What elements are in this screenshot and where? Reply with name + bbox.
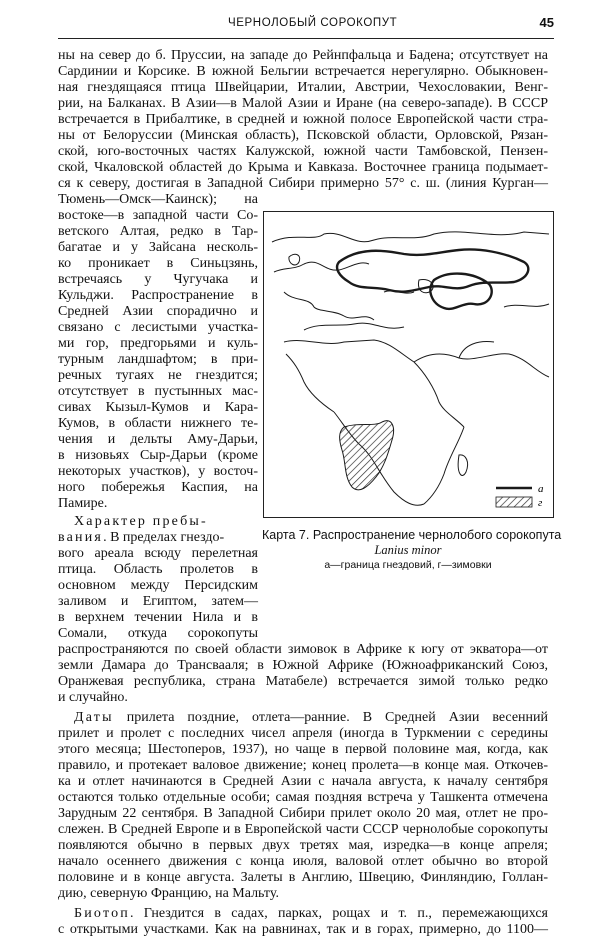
- text-line: некоторых участков), у восточ-: [58, 464, 258, 479]
- text-line: багатае и у Зайсана несколь-: [58, 240, 258, 255]
- figure-caption: Карта 7. Распространение чернолобого сорокопута: [262, 528, 562, 542]
- map-legend: [496, 483, 544, 509]
- text-line: в низовьях Сыр-Дарьи (кроме: [58, 448, 258, 463]
- text-line: ской, Чкаловской областей до Крыма и Кавказа. Восточнее граница подымает-: [58, 160, 548, 175]
- text-line: речных тугаях не гнездится;: [58, 368, 258, 383]
- text-line: начало осеннего движения с конца июля, валовой отлет обычно во второй: [58, 854, 548, 869]
- text-line: [58, 710, 548, 726]
- legend-label-a: а: [538, 483, 544, 495]
- text-line: Тюмень—Омск—Каинск); на: [58, 192, 258, 207]
- running-header: [58, 14, 554, 39]
- breeding-range-boundary: [337, 250, 528, 292]
- text-line: Средней Азии спорадично и: [58, 304, 258, 319]
- text-line: Сардинии и Корсике. В южной Бельгии встречается нерегулярно. Обыкновен-: [58, 64, 548, 79]
- text-line: ного побережья Каспия, на: [58, 480, 258, 495]
- text-line: и случайно.: [58, 690, 128, 705]
- text-line: в верхнем течении Нила и в: [58, 610, 258, 625]
- text-line: Кумов, в области нижнего те-: [58, 416, 258, 431]
- text-line: птица. Область пролетов в: [58, 562, 258, 577]
- section-heading: Даты: [74, 710, 114, 725]
- figure-caption-legend: а—граница гнездовий, г—зимовки: [324, 559, 492, 571]
- text-line: Оранжевая республика, страна Матабеле) встречается зимой только редко: [58, 674, 548, 689]
- text-line: турным ландшафтом; в при-: [58, 352, 258, 367]
- text-line: распространяются по своей области зимовок в Африке к югу от экватора—от: [58, 642, 548, 657]
- text-line: встречаясь у Чугучака и: [58, 272, 258, 287]
- text-line: чения и дельты Аму-Дарьи,: [58, 432, 258, 447]
- text-line: появляются обычно в первых двух третях мая, изредка—в конце апреля;: [58, 838, 548, 853]
- text-line: с открытыми участками. Как на равнинах, так и в горах, примерно, до 1100—: [58, 922, 548, 937]
- section-heading: вания: [58, 530, 104, 545]
- breeding-range-inner: [430, 274, 491, 309]
- text-line: правило, и протекает валовое движение; конец пролета—в конце мая. Откочев-: [58, 758, 548, 773]
- text-line: дию, северную Францию, на Мальту.: [58, 886, 279, 901]
- text-line: этого месяца; Шестоперов, 1937), но чаще в первой половине мая, когда, как: [58, 742, 548, 757]
- text-line: ми гор, предгорьями и куль-: [58, 336, 258, 351]
- running-title: ЧЕРНОЛОБЫЙ СОРОКОПУТ: [228, 17, 398, 29]
- text-line: основном между Персидским: [58, 578, 258, 593]
- text-line: ся к северу, достигая в Западной Сибири примерно 57° с. ш. (линия Курган—: [58, 176, 548, 191]
- text-line: остаются только отдельные особи; самая поздняя встреча у Ташкента отмечена: [58, 790, 548, 805]
- text-line: [58, 530, 258, 546]
- range-map-drawing: [264, 212, 553, 517]
- legend-label-g: г: [538, 497, 543, 509]
- legend-hatch-symbol: [496, 497, 532, 507]
- text-line: [58, 906, 548, 922]
- text-line: связано с лесистыми участка-: [58, 320, 258, 335]
- coastlines: [272, 232, 549, 505]
- text-line: слежен. В Средней Европе и в Европейской части СССР чернолобые сорокопуты: [58, 822, 548, 837]
- text-line: ко проникает в Синьцзянь,: [58, 256, 258, 271]
- text-line: заливом и Египтом, затем—: [58, 594, 258, 609]
- text-line: вого ареала всюду перелетная: [58, 546, 258, 561]
- text-line: земли Дамара до Трансвааля; в Южной Африке (Южноафриканский Союз,: [58, 658, 548, 673]
- text-line: ка и отлет начинаются в Средней Азии с начала августа, к началу сентября: [58, 774, 548, 789]
- page-number: 45: [539, 15, 554, 30]
- text-line: Зарудным 22 сентября. В Западной Сибири прилет около 20 мая, отлет не про-: [58, 806, 548, 821]
- text-line: востоке—в западной части Со-: [58, 208, 258, 223]
- text-line: рии, на Балканах. В Азии—в Малой Азии и Иране (на северо-западе). В СССР: [58, 96, 548, 111]
- text-line: ны от Белоруссии (Минская область), Псковской области, Орловской, Рязан-: [58, 128, 548, 143]
- text-fragment: . В пределах гнездо-: [103, 530, 225, 545]
- text-line: Сомали, откуда сорокопуты: [58, 626, 258, 641]
- text-line: ная гнездящаяся птица Швейцарии, Италии, Австрии, Чехословакии, Венг-: [58, 80, 548, 95]
- section-heading: Характер пребы-: [74, 514, 208, 529]
- text-line: половине и в конце августа. Залеты в Англию, Швецию, Финляндию, Голлан-: [58, 870, 548, 885]
- text-line: ны на север до б. Пруссии, на западе до Рейнпфальца и Бадена; отсутствует на: [58, 48, 548, 63]
- text-line: ской, юго-восточных частях Калужской, южной части Тамбовской, Пензен-: [58, 144, 548, 159]
- text-fragment: прилета поздние, отлета—ранние. В Средней Азии весенний: [113, 710, 548, 725]
- text-line: Кульджи. Распространение в: [58, 288, 258, 303]
- text-line: ветского Алтая, редко в Тар-: [58, 224, 258, 239]
- text-fragment: . Гнездится в садах, парках, рощах и т. п., перемежающихся: [129, 906, 548, 921]
- text-line: сивах Кызыл-Кумов и Кара-: [58, 400, 258, 415]
- section-heading: Биотоп: [74, 906, 130, 921]
- text-line: отсутствует в пустынных мас-: [58, 384, 258, 399]
- text-line: прилет и пролет с последних чисел апреля (иногда в Туркмении с середины: [58, 726, 548, 741]
- text-line: Памире.: [58, 496, 108, 511]
- range-map: [263, 211, 554, 518]
- text-line: встречается в Прибалтике, в средней и южной полосе Европейской части стра-: [58, 112, 548, 127]
- figure-caption-species: Lanius minor: [374, 543, 442, 557]
